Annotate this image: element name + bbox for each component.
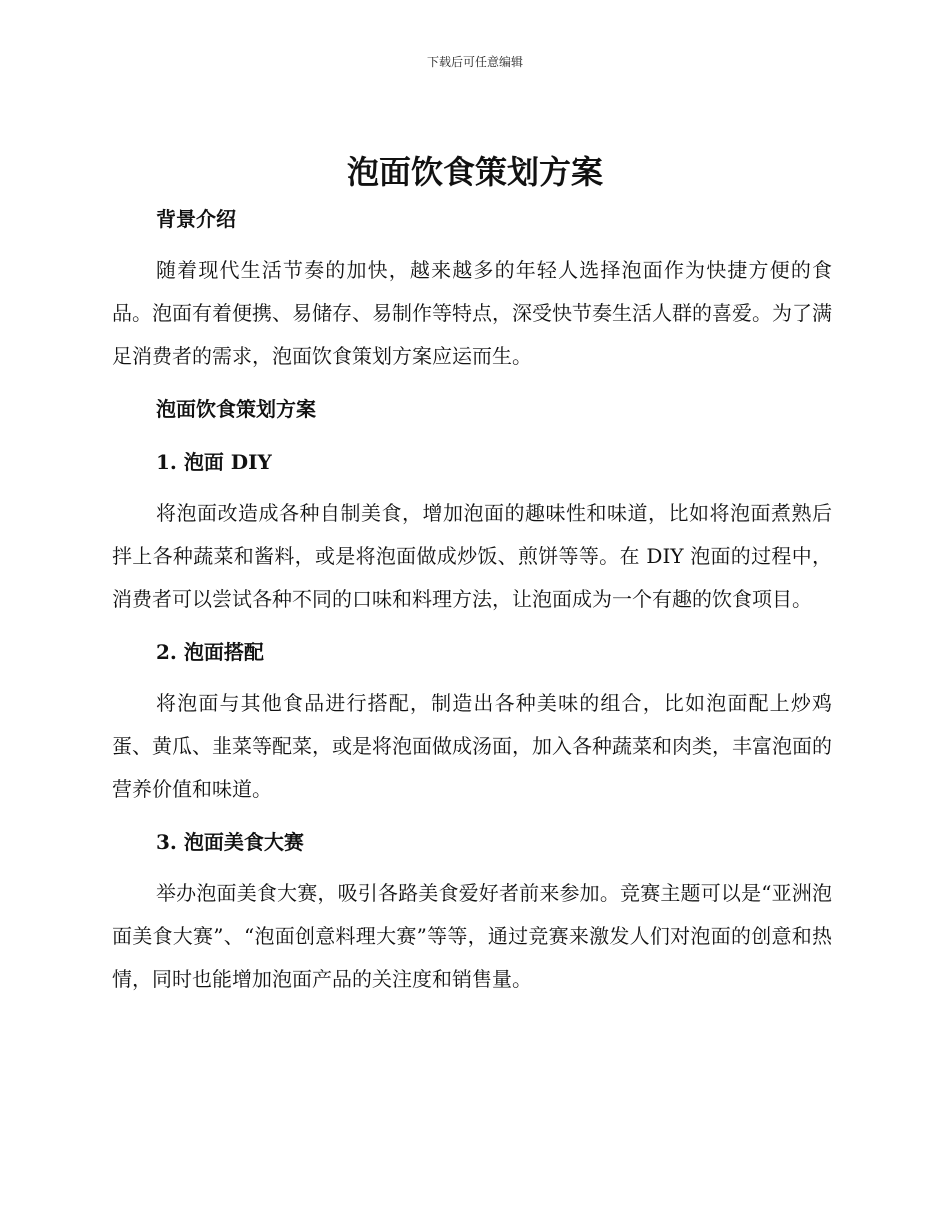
section-paragraph-background: 随着现代生活节奏的加快，越来越多的年轻人选择泡面作为快捷方便的食品。泡面有着便携、易储存、易制作等特点，深受快节奏生活人群的喜爱。为了满足消费者的需求，泡面饮食策划方案应运而生。 bbox=[112, 258, 832, 368]
section-heading-plan: 泡面饮食策划方案 bbox=[156, 397, 316, 421]
section-heading-background: 背景介绍 bbox=[156, 207, 236, 231]
section-heading-pairing: 2. 泡面搭配 bbox=[156, 640, 264, 664]
header-note: 下载后可任意编辑 bbox=[426, 55, 523, 69]
section-heading-diy: 1. 泡面 DIY bbox=[156, 450, 272, 474]
section-paragraph-contest: 举办泡面美食大赛，吸引各路美食爱好者前来参加。竞赛主题可以是“亚洲泡面美食大赛”、“泡面创意料理大赛”等等，通过竞赛来激发人们对泡面的创意和热情，同时也能增加泡面产品的关注度和销售量。 bbox=[112, 881, 832, 991]
document-title: 泡面饮食策划方案 bbox=[346, 153, 603, 191]
section-paragraph-pairing: 将泡面与其他食品进行搭配，制造出各种美味的组合，比如泡面配上炒鸡蛋、黄瓜、韭菜等配菜，或是将泡面做成汤面，加入各种蔬菜和肉类，丰富泡面的营养价值和味道。 bbox=[112, 691, 832, 801]
section-paragraph-diy: 将泡面改造成各种自制美食，增加泡面的趣味性和味道，比如将泡面煮熟后拌上各种蔬菜和酱料，或是将泡面做成炒饭、煎饼等等。在 DIY 泡面的过程中，消费者可以尝试各种不同的口味和料理方法，让泡面成为一个有趣的饮食项目。 bbox=[112, 501, 832, 611]
document-body bbox=[112, 198, 832, 1001]
section-heading-contest: 3. 泡面美食大赛 bbox=[156, 830, 304, 854]
